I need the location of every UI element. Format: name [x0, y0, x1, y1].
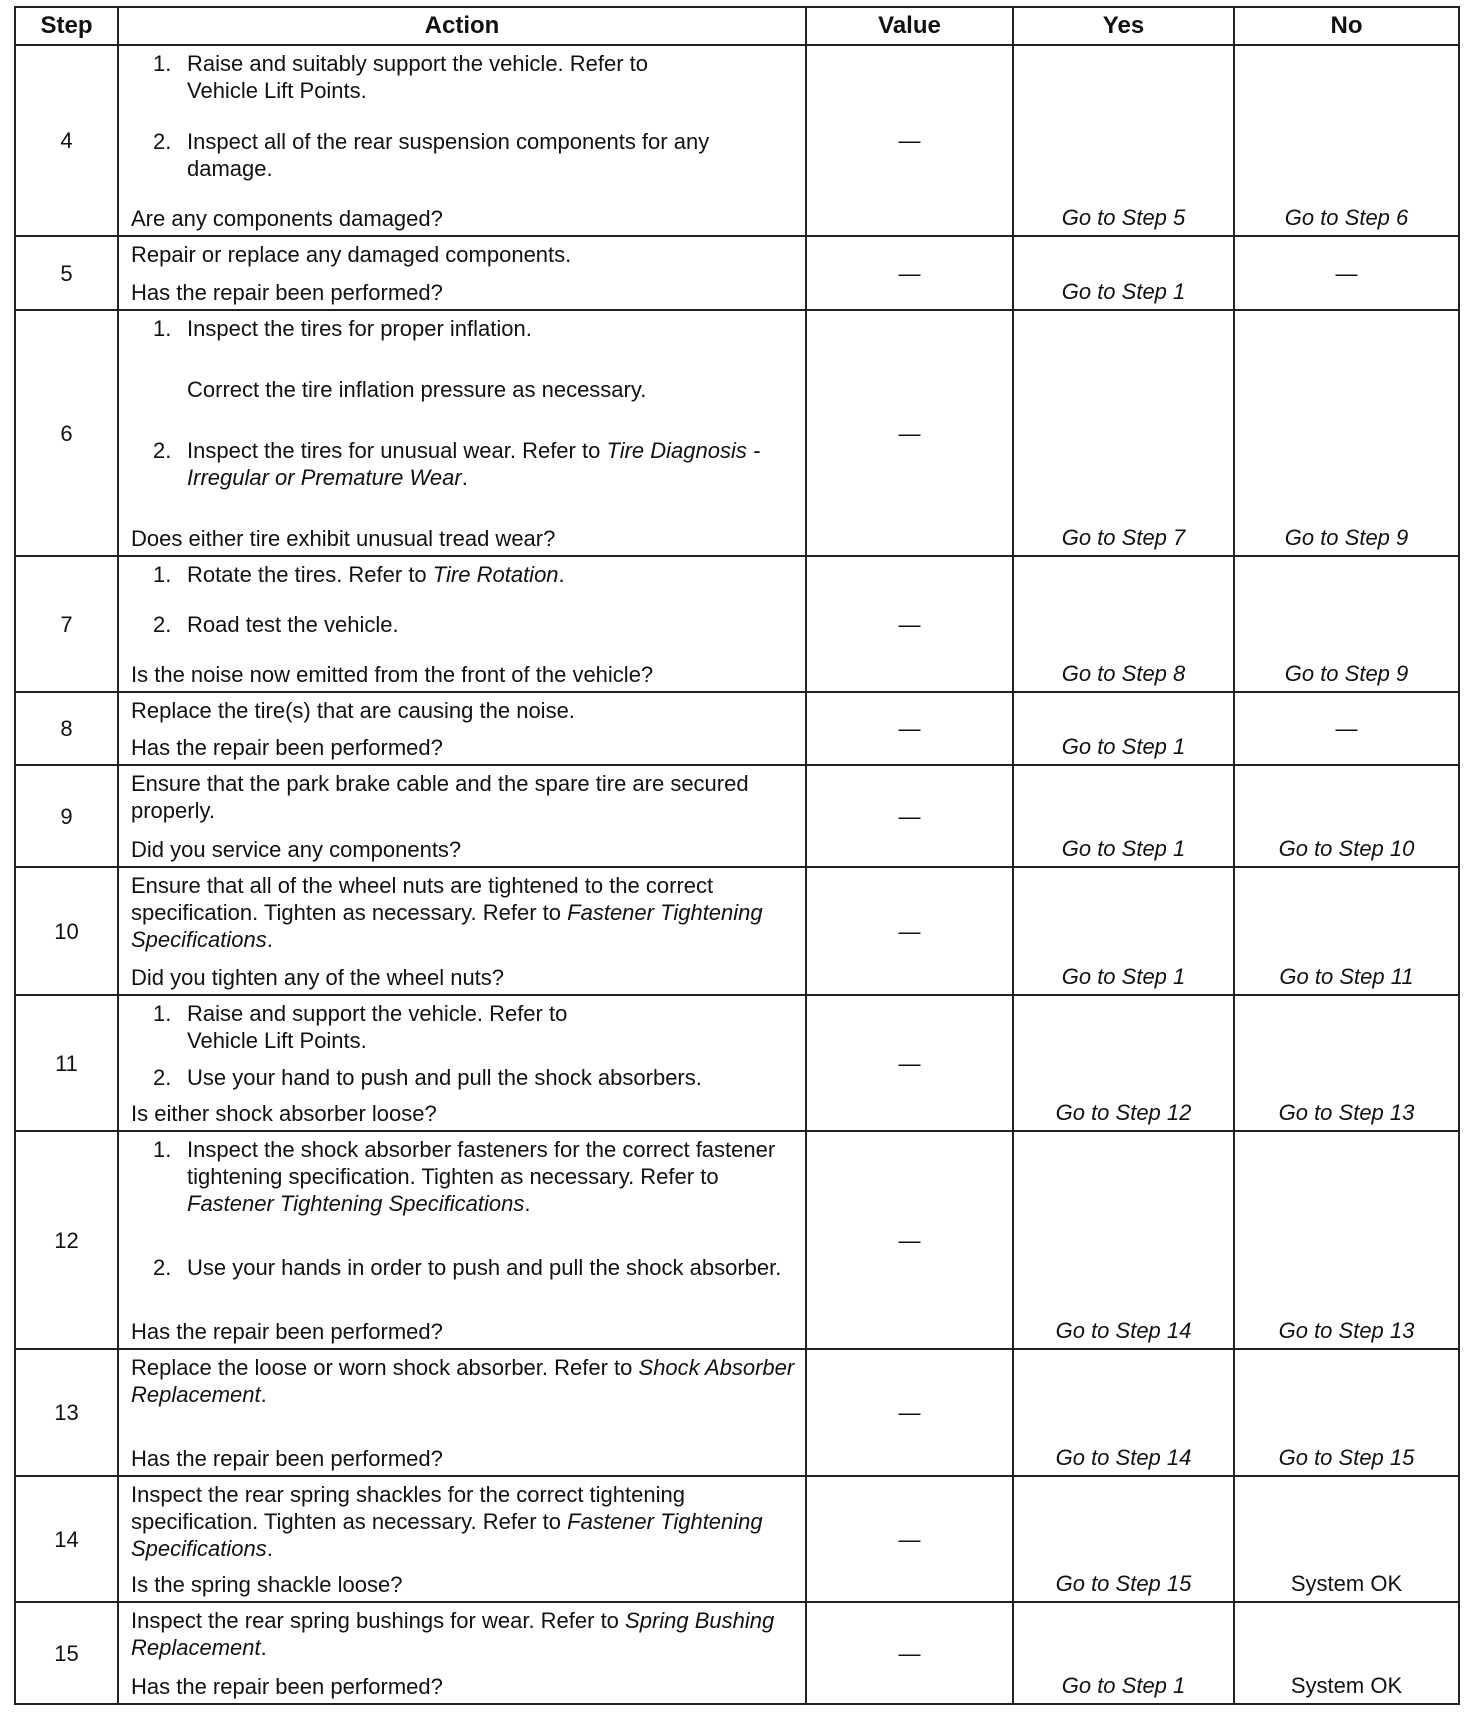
- yes-cell: Go to Step 1: [1013, 692, 1234, 765]
- no-cell: Go to Step 13: [1234, 1131, 1459, 1349]
- no-cell: —: [1234, 236, 1459, 310]
- no-cell: Go to Step 9: [1234, 310, 1459, 556]
- action-text: Use your hands in order to push and pull the shock absorber.: [187, 1255, 782, 1280]
- reference-link[interactable]: Shock Absorber Replacement: [131, 1355, 795, 1407]
- step-number: 5: [15, 236, 118, 310]
- action-cell: 1. Inspect the shock absorber fasteners for the correct fastener tightening specification. Tighten as necessary. Refer to Fastener Tightening Specifications. 2. Use your hands in order to push and pull the shock absorber. Has the repair been performed?: [118, 1131, 806, 1349]
- step-number: 7: [15, 556, 118, 692]
- action-text: Inspect all of the rear suspension components for any damage.: [187, 128, 710, 181]
- yes-cell: Go to Step 15: [1013, 1476, 1234, 1602]
- header-yes: Yes: [1013, 7, 1234, 45]
- table-row: [15, 692, 1459, 765]
- yes-cell: Go to Step 7: [1013, 310, 1234, 556]
- step-number: 9: [15, 765, 118, 867]
- value-dash: —: [898, 1400, 921, 1425]
- action-text: Ensure that the park brake cable and the spare tire are secured properly.: [131, 771, 749, 823]
- action-text: Inspect the rear spring shackles for the correct tightening specification. Tighten as necessary. Refer to: [131, 1482, 685, 1534]
- reference-link[interactable]: Spring Bushing Replacement: [131, 1608, 775, 1660]
- value-cell: [806, 765, 1013, 867]
- table-row: [15, 236, 1459, 310]
- table-row: [15, 1476, 1459, 1602]
- step-number: 13: [15, 1349, 118, 1476]
- reference-link[interactable]: Fastener Tightening Specifications: [187, 1191, 525, 1216]
- header-step: Step: [15, 7, 118, 45]
- yes-cell: Go to Step 14: [1013, 1131, 1234, 1349]
- action-cell: [118, 692, 806, 765]
- value-cell: [806, 45, 1013, 236]
- table-row: [15, 1602, 1459, 1704]
- table-row: [15, 45, 1459, 236]
- yes-cell: Go to Step 1: [1013, 867, 1234, 995]
- action-text: Replace the loose or worn shock absorber. Refer to: [131, 1355, 633, 1380]
- value-dash: —: [898, 1050, 921, 1076]
- action-cell: 1. Inspect the tires for proper inflation. Correct the tire inflation pressure as necessary. 2. Inspect the tires for unusual wear. Refer to Tire Diagnosis - Irregular or Premature Wear. Does either tire exhibit unusual tread wear?: [118, 310, 806, 556]
- table-row: [15, 1131, 1459, 1349]
- reference-link[interactable]: Fastener Tightening Specifications: [131, 1509, 763, 1561]
- value-dash: —: [898, 1640, 921, 1666]
- action-question: Has the repair been performed?: [131, 1674, 443, 1699]
- action-text: Raise and suitably support the vehicle. Refer to: [187, 51, 649, 76]
- yes-cell: Go to Step 1: [1013, 236, 1234, 310]
- value-dash: —: [898, 128, 921, 153]
- action-text: Correct the tire inflation pressure as necessary.: [187, 377, 647, 402]
- header-action: Action: [118, 7, 806, 45]
- value-cell: [806, 556, 1013, 692]
- value-dash: —: [898, 260, 921, 286]
- no-cell: Go to Step 9: [1234, 556, 1459, 692]
- no-cell: Go to Step 6: [1234, 45, 1459, 236]
- value-cell: [806, 867, 1013, 995]
- yes-cell: Go to Step 1: [1013, 765, 1234, 867]
- reference-link[interactable]: Tire Diagnosis - Irregular or Premature Wear: [187, 438, 761, 490]
- action-question: Are any components damaged?: [131, 206, 443, 231]
- yes-cell: Go to Step 14: [1013, 1349, 1234, 1476]
- step-number: 11: [15, 995, 118, 1131]
- table-row: [15, 556, 1459, 692]
- action-text: Ensure that all of the wheel nuts are tightened to the correct specification. Tighten as necessary. Refer to: [131, 873, 714, 925]
- action-cell: 1. Raise and suitably support the vehicle. Refer to Vehicle Lift Points. 2. Inspect all of the rear suspension components for any damage. Are any components damaged?: [118, 45, 806, 236]
- table-row: [15, 867, 1459, 995]
- step-number: 15: [15, 1602, 118, 1704]
- step-number: 8: [15, 692, 118, 765]
- no-cell: System OK: [1234, 1602, 1459, 1704]
- header-value: Value: [806, 7, 1013, 45]
- action-question: Is the spring shackle loose?: [131, 1572, 403, 1597]
- action-text: Inspect the shock absorber fasteners for the correct fastener tightening specification. Tighten as necessary. Refer to: [187, 1137, 776, 1189]
- action-cell: Ensure that all of the wheel nuts are tightened to the correct specification. Tighten as necessary. Refer to Fastener Tightening Specifications. Did you tighten any of the wheel nuts?: [118, 867, 806, 995]
- value-cell: [806, 236, 1013, 310]
- action-text: Use your hand to push and pull the shock absorbers.: [187, 1064, 702, 1090]
- action-question: Has the repair been performed?: [131, 1446, 443, 1471]
- no-cell: Go to Step 10: [1234, 765, 1459, 867]
- action-question: Has the repair been performed?: [131, 1319, 443, 1344]
- yes-cell: Go to Step 8: [1013, 556, 1234, 692]
- action-cell: Inspect the rear spring bushings for wear. Refer to Spring Bushing Replacement. Has the repair been performed?: [118, 1602, 806, 1704]
- action-text: Vehicle Lift Points.: [187, 1028, 367, 1053]
- yes-cell: Go to Step 12: [1013, 995, 1234, 1131]
- value-dash: —: [898, 803, 921, 829]
- step-number: 14: [15, 1476, 118, 1602]
- action-question: Does either tire exhibit unusual tread wear?: [131, 526, 556, 551]
- value-cell: [806, 310, 1013, 556]
- action-question: Is either shock absorber loose?: [131, 1101, 437, 1126]
- action-question: Is the noise now emitted from the front of the vehicle?: [131, 662, 654, 687]
- value-dash: —: [898, 716, 921, 741]
- no-cell: Go to Step 15: [1234, 1349, 1459, 1476]
- action-cell: 1. Rotate the tires. Refer to Tire Rotation. 2. Road test the vehicle. Is the noise now emitted from the front of the vehicle?: [118, 556, 806, 692]
- action-text: Inspect the tires for unusual wear. Refer to: [187, 438, 601, 463]
- action-text: Repair or replace any damaged components.: [131, 242, 572, 267]
- step-number: 12: [15, 1131, 118, 1349]
- step-number: 4: [15, 45, 118, 236]
- value-dash: —: [898, 918, 921, 944]
- yes-cell: Go to Step 1: [1013, 1602, 1234, 1704]
- action-question: Did you service any components?: [131, 837, 462, 862]
- step-number: 6: [15, 310, 118, 556]
- no-cell: Go to Step 13: [1234, 995, 1459, 1131]
- diagnostic-table: [14, 6, 1460, 1705]
- header-no: No: [1234, 7, 1459, 45]
- action-question: Has the repair been performed?: [131, 280, 443, 305]
- value-cell: [806, 1602, 1013, 1704]
- action-cell: Replace the loose or worn shock absorber. Refer to Shock Absorber Replacement. Has the repair been performed?: [118, 1349, 806, 1476]
- no-cell: Go to Step 11: [1234, 867, 1459, 995]
- value-cell: [806, 1349, 1013, 1476]
- action-cell: 1. Raise and support the vehicle. Refer to Vehicle Lift Points. 2. Use your hand to push and pull the shock absorbers. Is either shock absorber loose?: [118, 995, 806, 1131]
- table-row: [15, 765, 1459, 867]
- no-cell: System OK: [1234, 1476, 1459, 1602]
- action-question: Did you tighten any of the wheel nuts?: [131, 965, 505, 990]
- value-dash: —: [898, 1227, 921, 1253]
- value-dash: —: [898, 1526, 921, 1552]
- no-cell: —: [1234, 692, 1459, 765]
- action-cell: Inspect the rear spring shackles for the correct tightening specification. Tighten as necessary. Refer to Fastener Tightening Specifications. Is the spring shackle loose?: [118, 1476, 806, 1602]
- action-question: Has the repair been performed?: [131, 735, 443, 760]
- table-row: [15, 310, 1459, 556]
- table-row: [15, 995, 1459, 1131]
- table-row: [15, 1349, 1459, 1476]
- action-cell: [118, 236, 806, 310]
- value-cell: [806, 995, 1013, 1131]
- action-text: Vehicle Lift Points.: [187, 78, 367, 103]
- action-text: Raise and support the vehicle. Refer to: [187, 1001, 568, 1026]
- value-cell: [806, 692, 1013, 765]
- action-text: Inspect the rear spring bushings for wear. Refer to: [131, 1608, 619, 1633]
- action-cell: [118, 765, 806, 867]
- reference-link[interactable]: Fastener Tightening Specifications: [131, 900, 763, 952]
- value-cell: [806, 1476, 1013, 1602]
- value-cell: [806, 1131, 1013, 1349]
- yes-cell: Go to Step 5: [1013, 45, 1234, 236]
- value-dash: —: [898, 420, 921, 446]
- action-text: Road test the vehicle.: [187, 612, 399, 637]
- step-number: 10: [15, 867, 118, 995]
- action-text: Replace the tire(s) that are causing the noise.: [131, 698, 575, 723]
- reference-link[interactable]: Tire Rotation: [432, 562, 559, 587]
- action-text: Inspect the tires for proper inflation.: [187, 316, 532, 341]
- action-text: Rotate the tires. Refer to: [187, 562, 427, 587]
- header-row: [15, 7, 1459, 45]
- value-dash: —: [898, 611, 921, 637]
